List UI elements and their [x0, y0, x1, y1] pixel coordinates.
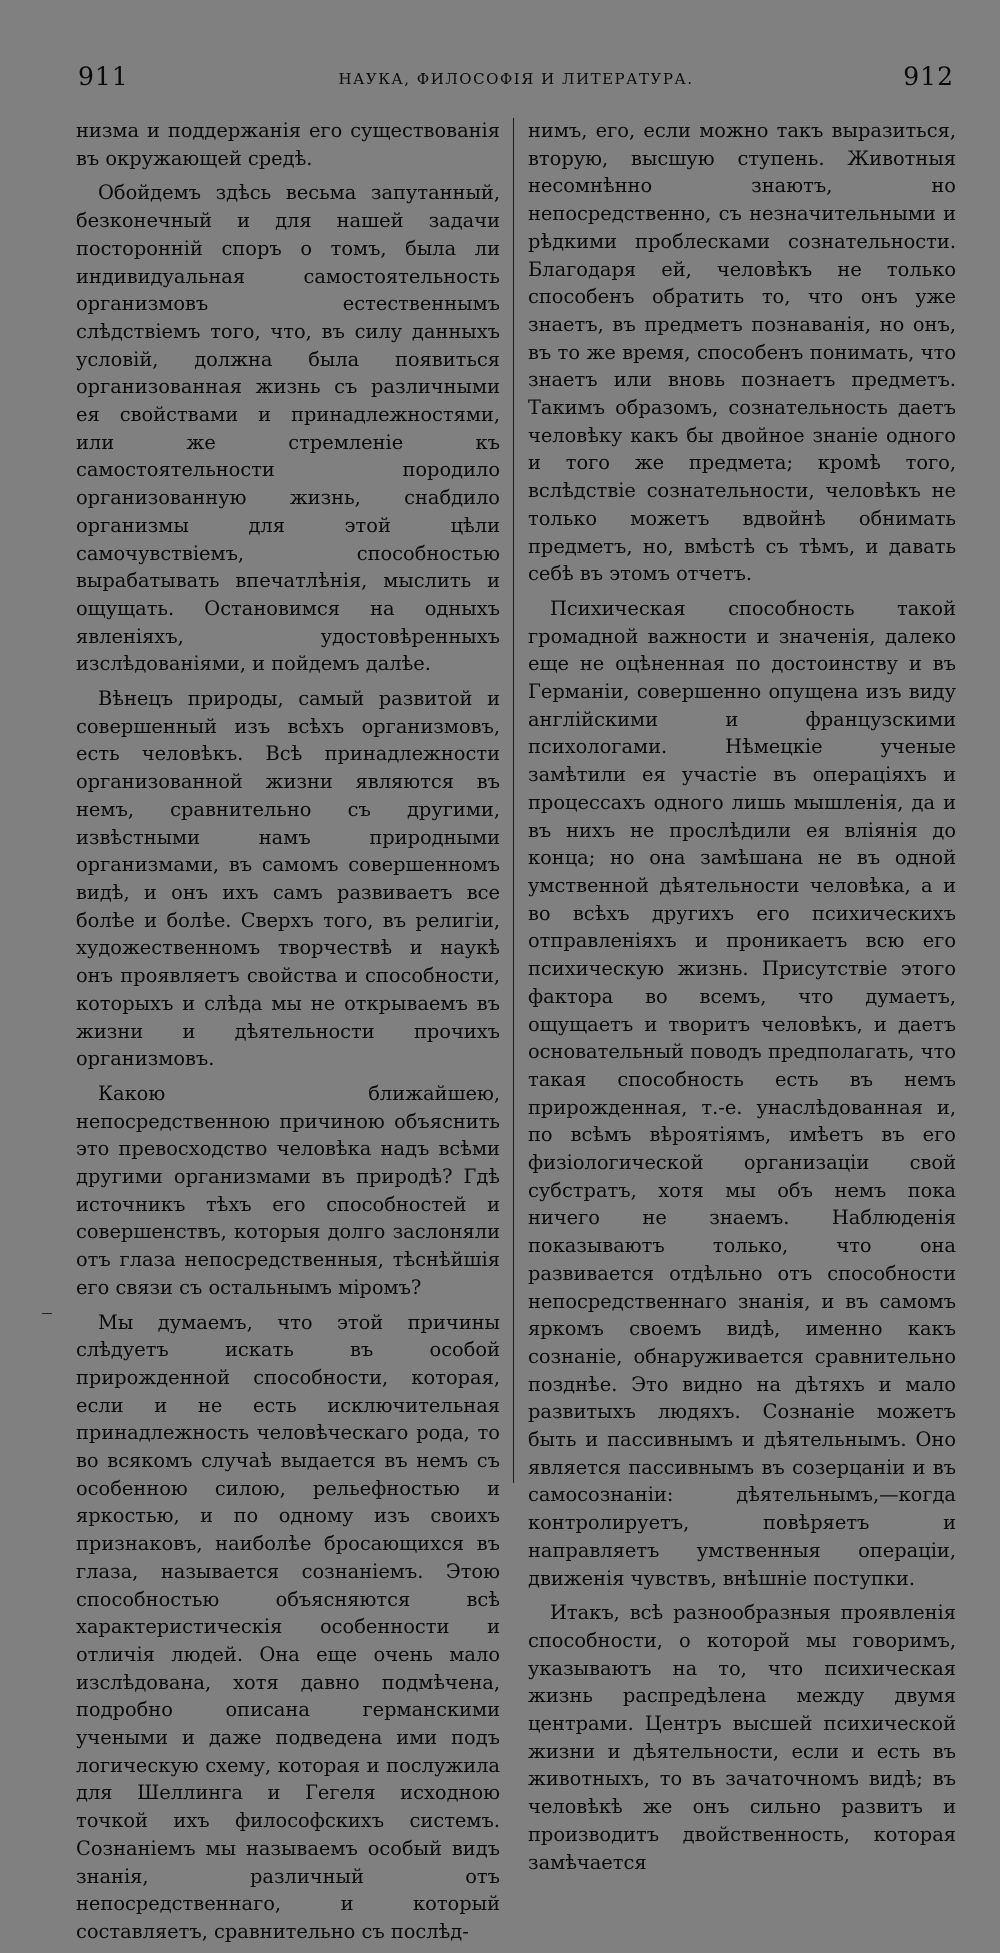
- page-header: [78, 62, 954, 96]
- paragraph: Обойдемъ здѣсь весьма запутанный, безконечный и для нашей задачи посторонній споръ о томъ, была ли индивидуальная самостоятельность организмовъ естественнымъ слѣдствіемъ того, что, въ силу данныхъ условій, должна была появиться организованная жизнь съ различными ея свойствами и принадлежностями, или же стремленіе къ самостоятельности породило организованную жизнь, снабдило организмы для этой цѣли самочувствіемъ, способностью вырабатывать впечатлѣнія, мыслить и ощущать. Остановимся на одныхъ явленіяхъ, удостовѣренныхъ изслѣдованіями, и пойдемъ далѣе.: [76, 181, 500, 676]
- paragraph: Мы думаемъ, что этой причины слѣдуетъ искать въ особой прирожденной способности, которая, если и не есть исключительная принадлежность человѣческаго рода, то во всякомъ случаѣ выдается въ немъ съ особенною силою, рельефностью и яркостью, и по одному изъ своихъ признаковъ, наиболѣе бросающихся въ глаза, называется сознаніемъ. Этою способностью объясняются всѣ характеристическія особенности и отличія людей. Она еще очень мало изслѣдована, хотя давно подмѣчена, подробно описана германскими учеными и даже подведена ими подъ логическую схему, которая и послужила для Шеллинга и Гегеля исходною точкой ихъ философскихъ системъ. Сознаніемъ мы называемъ особый видъ знанія, различный отъ непосредственнаго, и который составляетъ, сравнительно съ послѣд-: [76, 1310, 500, 1943]
- column-divider: [513, 118, 514, 1483]
- paragraph: Итакъ, всѣ разнообразныя проявленія способности, о которой мы говоримъ, указываютъ на то, что психическая жизнь распредѣлена между двумя центрами. Центръ высшей психической жизни и дѣятельности, если и есть въ животныхъ, то въ зачаточномъ видѣ; въ человѣкѣ же онъ сильно развитъ и производитъ двойственность, которая замѣчается: [528, 1601, 956, 1874]
- right-column: [528, 117, 956, 1883]
- paragraph: Какою ближайшею, непосредственною причиною объяснить это превосходство человѣка надъ всѣми другими организмами въ природѣ? Гдѣ источникъ тѣхъ его способностей и совершенствъ, которыя долго заслоняли отъ глаза непосредственныя, тѣснѣйшія его связи съ остальнымъ міромъ?: [76, 1081, 500, 1299]
- paragraph: Вѣнецъ природы, самый развитой и совершенный изъ всѣхъ организмовъ, есть человѣкъ. Всѣ принадлежности организованной жизни являются въ немъ, сравнительно съ другими, извѣстными намъ природными организмами, въ самомъ совершенномъ видѣ, и онъ ихъ самъ развиваетъ все болѣе и болѣе. Сверхъ того, въ религіи, художественномъ творчествѣ и наукѣ онъ проявляетъ свойства и способности, которыхъ и слѣда мы не открываемъ въ жизни и дѣятельности прочихъ организмовъ.: [76, 687, 500, 1071]
- paragraph: низма и поддержанія его существованія въ окружающей средѣ.: [76, 119, 500, 170]
- running-title: НАУКА, ФИЛОСОФІЯ И ЛИТЕРАТУРА.: [338, 70, 694, 88]
- margin-mark: [42, 1313, 52, 1314]
- paragraph: нимъ, его, если можно такъ выразиться, вторую, высшую ступень. Животныя несомнѣнно знаютъ, но непосредственно, съ незначительными и рѣдкими проблесками сознательности. Благодаря ей, человѣкъ не только способенъ обратить то, что онъ уже знаетъ, въ предметъ познаванія, но онъ, въ то же время, способенъ понимать, что знаетъ или вновь познаетъ предметъ. Такимъ образомъ, сознательность даетъ человѣку какъ бы двойное знаніе одного и того же предмета; кромѣ того, вслѣдствіе сознательности, человѣкъ не только можетъ вдвойнѣ обнимать предметъ, но, вмѣстѣ съ тѣмъ, и давать себѣ въ этомъ отчетъ.: [528, 119, 956, 586]
- paragraph: Психическая способность такой громадной важности и значенія, далеко еще не оцѣненная по достоинству и въ Германіи, совершенно опущена изъ виду англійскими и французскими психологами. Нѣмецкіе ученые замѣтили ея участіе въ операціяхъ и процессахъ одного лишь мышленія, да и въ нихъ не прослѣдили ея вліянія до конца; но она замѣшана не въ одной умственной дѣятельности человѣка, а и во всѣхъ другихъ его психическихъ отправленіяхъ и проникаетъ всю его психическую жизнь. Присутствіе этого фактора во всемъ, что думаетъ, ощущаетъ и творитъ человѣкъ, и даетъ основательный поводъ предполагать, что такая способность есть въ немъ прирожденная, т.-е. унаслѣдованная и, по всѣмъ вѣроятіямъ, имѣетъ въ его физіологической организаціи свой субстратъ, хотя мы объ немъ пока ничего не знаемъ. Наблюденія показываютъ только, что она развивается отдѣльно отъ способности непосредственнаго знанія, и въ самомъ яркомъ своемъ видѣ, именно какъ сознаніе, обнаруживается сравнительно позднѣе. Это видно на дѣтяхъ и мало развитыхъ людяхъ. Сознаніе можетъ быть и пассивнымъ и дѣятельнымъ. Оно является пассивнымъ въ созерцаніи и въ самосознаніи: дѣятельнымъ,—когда контролируетъ, повѣряетъ и направляетъ умственныя операціи, движенія чувствъ, внѣшніе поступки.: [528, 596, 956, 1590]
- left-page-number: 911: [78, 62, 129, 91]
- left-column: [76, 117, 500, 1953]
- right-page-number: 912: [903, 62, 954, 91]
